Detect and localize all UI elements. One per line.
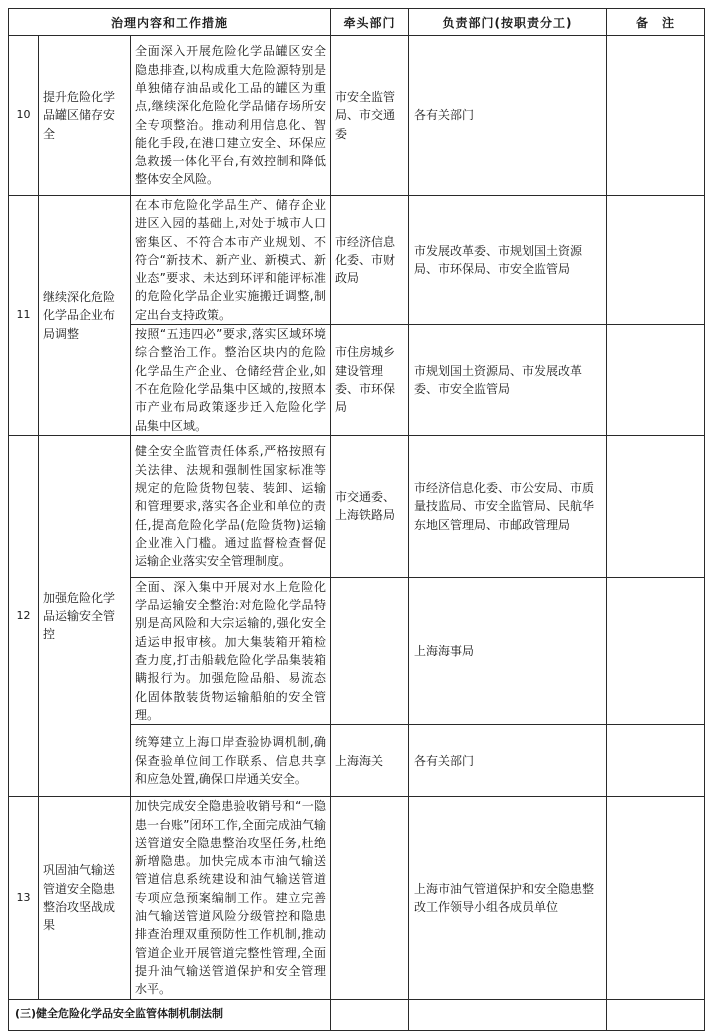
table-row: [9, 797, 705, 999]
item-title: 巩固油气输送管道安全隐患整治攻坚战成果: [39, 797, 131, 999]
header-content-measures: 治理内容和工作措施: [9, 9, 331, 36]
responsible-department: 市发展改革委、市规划国土资源局、市环保局、市安全监管局: [409, 196, 607, 325]
remarks-cell: [607, 577, 705, 724]
header-responsible-dept: 负责部门(按职责分工): [409, 9, 607, 36]
empty-cell: [607, 999, 705, 1030]
section-row: [9, 999, 705, 1030]
work-measure: 按照“五违四必”要求,落实区域环境综合整治工作。整治区块内的危险化学品生产企业、仓储经营企业,如不在危险化学品集中区域的,按照本市产业布局政策逐步迁入危险化学品集中区域。: [131, 325, 331, 436]
empty-cell: [409, 999, 607, 1030]
work-measure: 在本市危险化学品生产、储存企业进区入园的基础上,对处于城市人口密集区、不符合本市产业规划、不符合“新技术、新产业、新模式、新业态”要求、未达到环评和能评标准的危险化学品企业实施搬迁调整,制定出台支持政策。: [131, 196, 331, 325]
responsible-department: 上海海事局: [409, 577, 607, 724]
item-number: 11: [9, 196, 39, 436]
remarks-cell: [607, 325, 705, 436]
remarks-cell: [607, 435, 705, 577]
work-measure: 统筹建立上海口岸查验协调机制,确保查验单位间工作联系、信息共享和应急处置,确保口岸通关安全。: [131, 725, 331, 797]
responsible-department: 各有关部门: [409, 725, 607, 797]
remarks-cell: [607, 196, 705, 325]
remarks-cell: [607, 797, 705, 999]
regulation-table: [8, 8, 705, 1031]
lead-department: 市经济信息化委、市财政局: [331, 196, 409, 325]
header-row: [9, 9, 705, 36]
item-number: 12: [9, 435, 39, 796]
lead-department: 市安全监管局、市交通委: [331, 36, 409, 196]
responsible-department: 上海市油气管道保护和安全隐患整改工作领导小组各成员单位: [409, 797, 607, 999]
remarks-cell: [607, 725, 705, 797]
table-row: [9, 36, 705, 196]
section-heading: (三)健全危险化学品安全监管体制机制法制: [9, 999, 331, 1030]
item-number: 13: [9, 797, 39, 999]
responsible-department: 市规划国土资源局、市发展改革委、市安全监管局: [409, 325, 607, 436]
work-measure: 全面、深入集中开展对水上危险化学品运输安全整治:对危险化学品特别是高风险和大宗运输的,强化安全适运申报审核。加大集装箱开箱检查力度,打击船载危险化学品集装箱瞒报行为。加强危险品船、易流态化固体散装货物运输船舶的安全管理。: [131, 577, 331, 724]
item-title: 提升危险化学品罐区储存安全: [39, 36, 131, 196]
header-remarks: 备 注: [607, 9, 705, 36]
work-measure: 加快完成安全隐患验收销号和“一隐患一台账”闭环工作,全面完成油气输送管道安全隐患整治攻坚任务,杜绝新增隐患。加快完成本市油气输送管道信息系统建设和油气输送管道专项应急预案编制工作。建立完善油气输送管道风险分级管控和隐患排查治理双重预防性工作机制,推动管道企业开展管道完整性管理,全面提升油气输送管道保护和安全管理水平。: [131, 797, 331, 999]
lead-department: 市住房城乡建设管理委、市环保局: [331, 325, 409, 436]
lead-department: [331, 797, 409, 999]
empty-cell: [331, 999, 409, 1030]
lead-department: [331, 577, 409, 724]
header-lead-dept: 牵头部门: [331, 9, 409, 36]
table-row: [9, 196, 705, 325]
work-measure: 全面深入开展危险化学品罐区安全隐患排查,以构成重大危险源特别是单独储存油品或化工品的罐区为重点,继续深化危险化学品储存场所安全专项整治。推动利用信息化、智能化手段,在港口建立安全、环保应急救援一体化平台,有效控制和降低整体安全风险。: [131, 36, 331, 196]
remarks-cell: [607, 36, 705, 196]
item-title: 继续深化危险化学品企业布局调整: [39, 196, 131, 436]
lead-department: 上海海关: [331, 725, 409, 797]
responsible-department: 各有关部门: [409, 36, 607, 196]
work-measure: 健全安全监管责任体系,严格按照有关法律、法规和强制性国家标准等规定的危险货物包装、装卸、运输和管理要求,落实各企业和单位的责任,提高危险化学品(危险货物)运输企业准入门槛。通过监督检查督促运输企业落实安全管理制度。: [131, 435, 331, 577]
item-title: 加强危险化学品运输安全管控: [39, 435, 131, 796]
lead-department: 市交通委、上海铁路局: [331, 435, 409, 577]
responsible-department: 市经济信息化委、市公安局、市质量技监局、市安全监管局、民航华东地区管理局、市邮政管理局: [409, 435, 607, 577]
item-number: 10: [9, 36, 39, 196]
table-row: [9, 435, 705, 577]
